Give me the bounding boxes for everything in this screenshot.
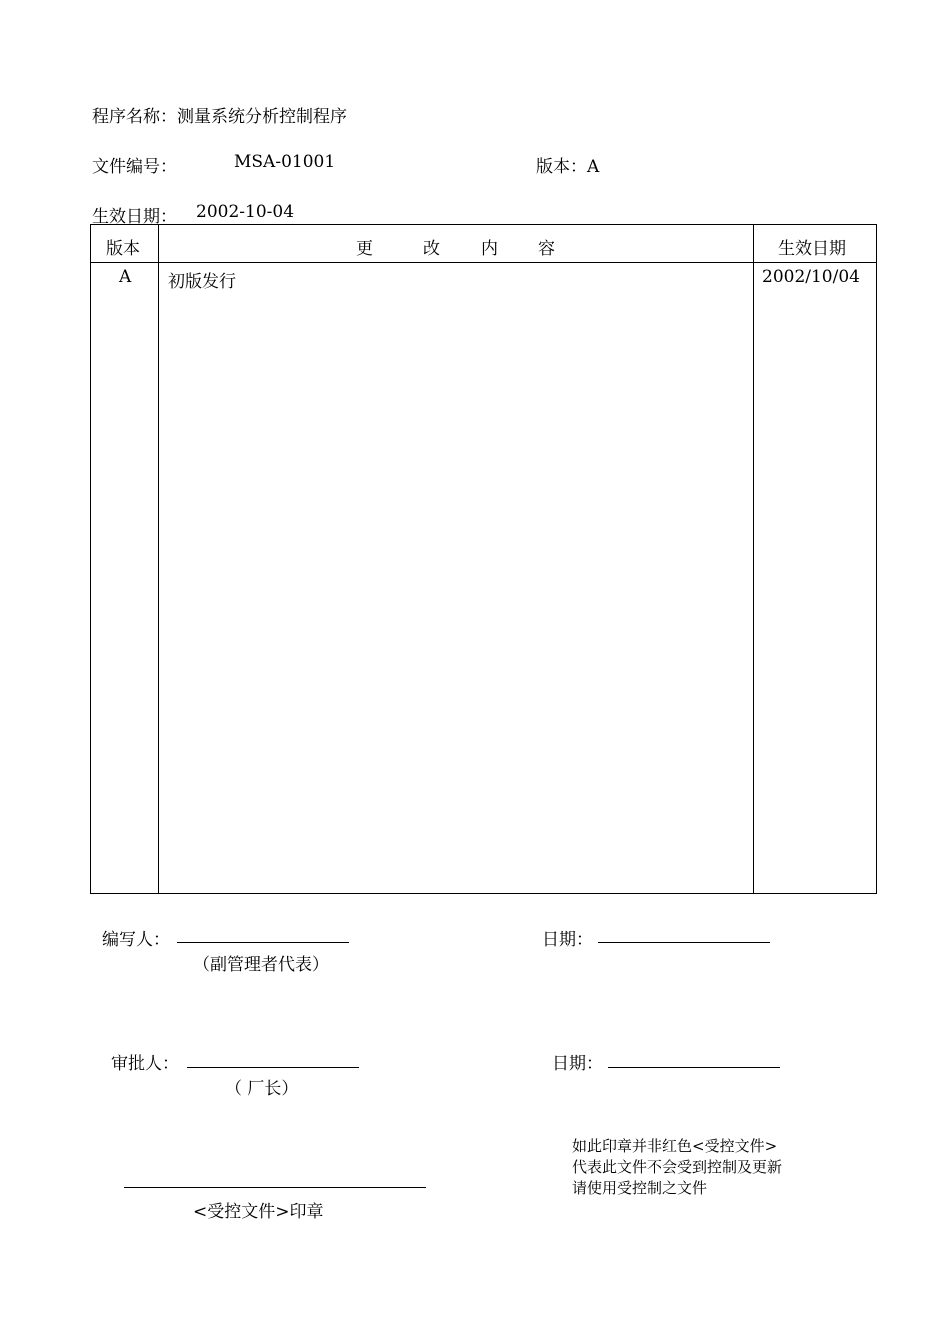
program-name-row [92, 102, 347, 127]
version-row [536, 152, 599, 177]
effective-date-value: 2002-10-04 [196, 202, 295, 222]
stamp-note [572, 1136, 782, 1199]
column-header-change-4: 容 [538, 239, 555, 259]
doc-no-value: MSA-01001 [234, 152, 336, 172]
revision-table [90, 224, 877, 894]
column-header-effective-date: 生效日期 [778, 239, 846, 259]
stamp-note-line-2: 代表此文件不会受到控制及更新 [572, 1158, 783, 1176]
stamp-note-line-1: 如此印章并非红色<受控文件> [572, 1137, 778, 1155]
date-label-approver: 日期： [552, 1054, 603, 1074]
version-value: A [587, 157, 600, 177]
stamp-note-line-3: 请使用受控制之文件 [572, 1179, 708, 1197]
writer-label: 编写人： [102, 930, 170, 950]
version-label: 版本： [536, 157, 587, 177]
writer-role: （副管理者代表） [193, 955, 329, 975]
date-label-writer: 日期： [542, 930, 593, 950]
date-line-approver [608, 1067, 780, 1068]
row-date: 2002/10/04 [762, 267, 860, 287]
column-header-change-1: 更 [356, 239, 373, 259]
program-name-label: 程序名称： [92, 107, 177, 127]
column-header-change-2: 改 [423, 239, 440, 259]
column-header-version: 版本 [106, 239, 140, 259]
approver-role: （ 厂长） [225, 1079, 299, 1099]
table-divider [91, 262, 876, 263]
doc-no-label: 文件编号： [92, 157, 177, 177]
stamp-line [124, 1187, 426, 1188]
row-version: A [119, 267, 132, 287]
approver-signature-line [187, 1067, 359, 1068]
stamp-label: <受控文件>印章 [193, 1202, 324, 1222]
table-divider [753, 225, 754, 893]
date-line-writer [598, 942, 770, 943]
column-header-change-3: 内 [481, 239, 498, 259]
table-divider [158, 225, 159, 893]
effective-date-label: 生效日期： [92, 207, 177, 227]
writer-signature-line [177, 942, 349, 943]
program-name-value: 测量系统分析控制程序 [177, 107, 347, 127]
approver-label: 审批人： [111, 1054, 179, 1074]
row-content: 初版发行 [168, 272, 236, 292]
